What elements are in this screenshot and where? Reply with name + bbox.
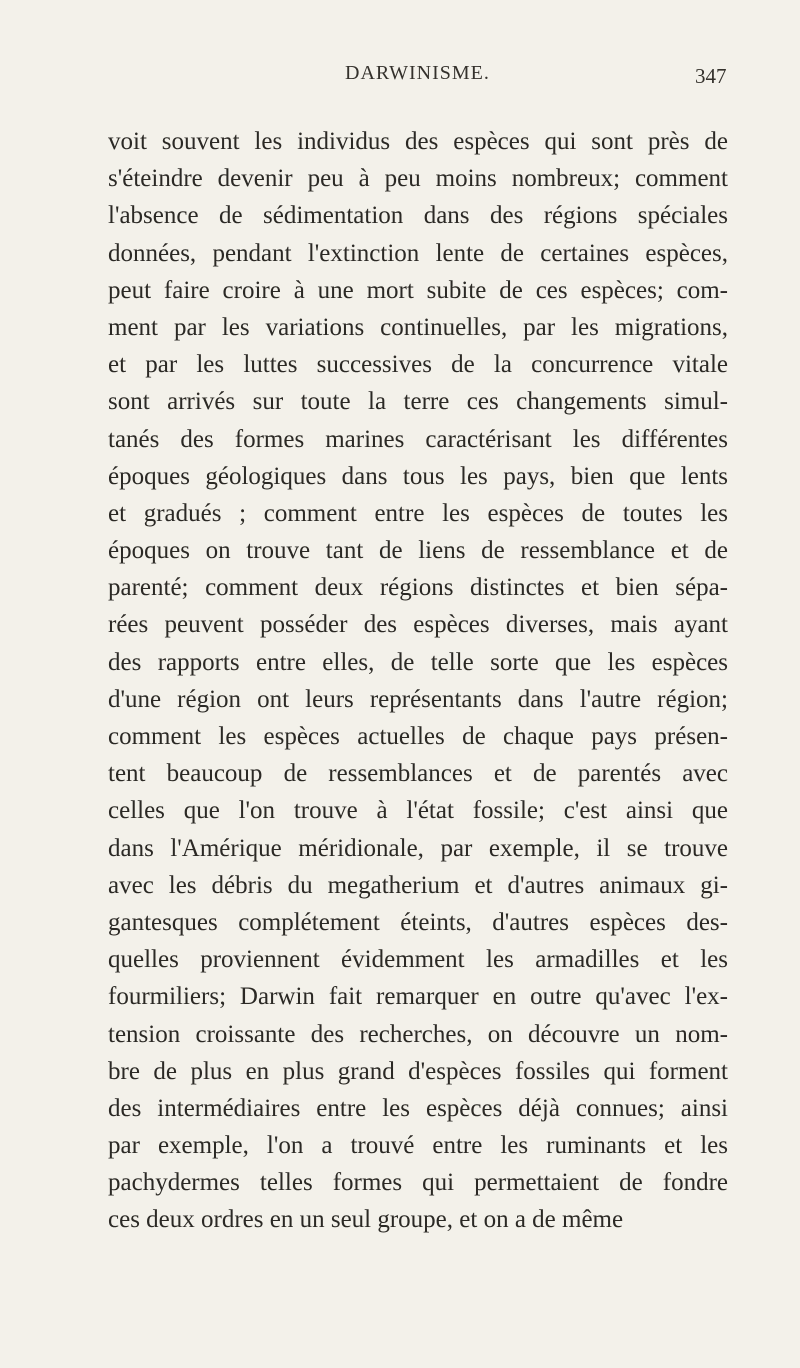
- text-line: époques géologiques dans tous les pays, bien que lents: [108, 462, 728, 490]
- text-line: données, pendant l'extinction lente de certaines espèces,: [108, 239, 728, 267]
- text-line: quelles proviennent évidemment les armadilles et les: [108, 946, 728, 974]
- text-line: des intermédiaires entre les espèces déjà connues; ainsi: [108, 1094, 728, 1122]
- text-line: tanés des formes marines caractérisant les différentes: [108, 425, 728, 453]
- text-line: époques on trouve tant de liens de ressemblance et de: [108, 537, 728, 565]
- text-line: voit souvent les individus des espèces qui sont près de: [108, 128, 728, 155]
- text-line: avec les débris du megatherium et d'autres animaux gi-: [108, 871, 728, 899]
- text-line: ment par les variations continuelles, par les migrations,: [108, 313, 728, 341]
- text-line: et gradués ; comment entre les espèces de toutes les: [108, 499, 728, 527]
- text-line: sont arrivés sur toute la terre ces changements simul-: [108, 388, 728, 416]
- text-line: celles que l'on trouve à l'état fossile; c'est ainsi que: [108, 797, 728, 825]
- text-line: fourmiliers; Darwin fait remarquer en outre qu'avec l'ex-: [108, 983, 728, 1011]
- text-line: d'une région ont leurs représentants dans l'autre région;: [108, 685, 728, 713]
- text-line: tent beaucoup de ressemblances et de parentés avec: [108, 760, 728, 788]
- text-line: comment les espèces actuelles de chaque pays présen-: [108, 723, 728, 750]
- text-line: par exemple, l'on a trouvé entre les ruminants et les: [108, 1132, 728, 1160]
- text-line: gantesques complétement éteints, d'autres espèces des-: [108, 908, 728, 936]
- running-title: DARWINISME.: [345, 62, 490, 84]
- text-line: rées peuvent posséder des espèces diverses, mais ayant: [108, 611, 728, 639]
- text-line: l'absence de sédimentation dans des régions spéciales: [108, 202, 728, 230]
- text-line: et par les luttes successives de la concurrence vitale: [108, 351, 728, 379]
- body-text: [108, 123, 728, 1239]
- text-line: peut faire croire à une mort subite de ces espèces; com-: [108, 276, 728, 304]
- text-line: tension croissante des recherches, on découvre un nom-: [108, 1020, 728, 1048]
- text-line: dans l'Amérique méridionale, par exemple, il se trouve: [108, 834, 728, 862]
- running-head: [0, 62, 800, 92]
- text-line: ces deux ordres en un seul groupe, et on a de même: [108, 1206, 624, 1234]
- text-line: parenté; comment deux régions distinctes et bien sépa-: [108, 574, 728, 602]
- text-line: s'éteindre devenir peu à peu moins nombreux; comment: [108, 165, 728, 193]
- page-number: 347: [695, 64, 727, 88]
- text-line: des rapports entre elles, de telle sorte que les espèces: [108, 648, 728, 676]
- text-line: bre de plus en plus grand d'espèces fossiles qui forment: [108, 1057, 728, 1085]
- text-line: pachydermes telles formes qui permettaient de fondre: [108, 1169, 728, 1197]
